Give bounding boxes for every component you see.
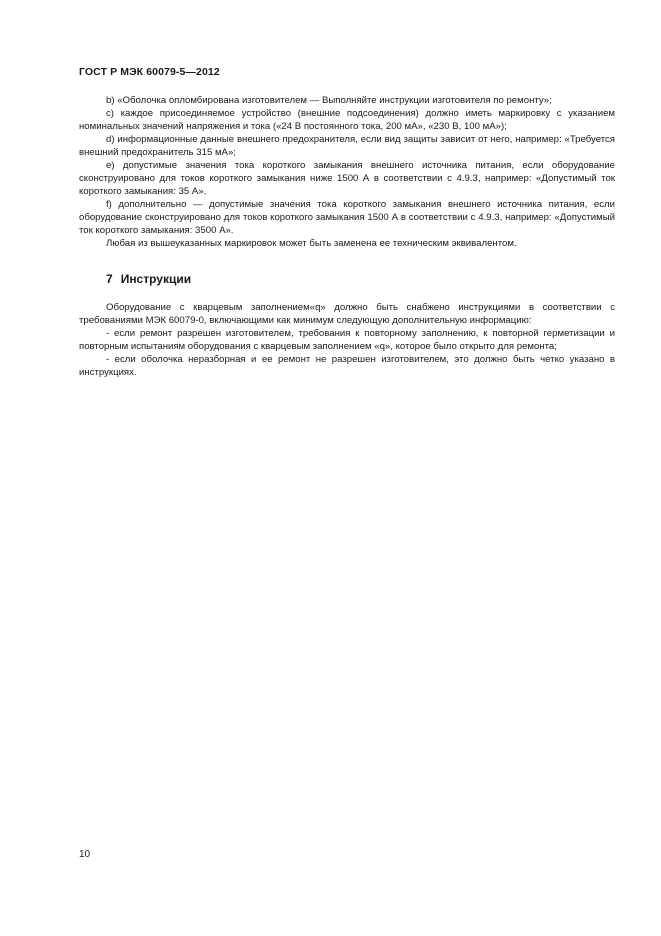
list-item-f: f) дополнительно — допустимые значения тока короткого замыкания внешнего источника питания, если оборудование сконструировано для токов короткого замыкания 1500 А в соответствии с 4.9.3, например: «Допустимый ток короткого замыкания: 3500 А». bbox=[79, 199, 615, 236]
instructions-item-repair-allowed: - если ремонт разрешен изготовителем, требования к повторному заполнению, к повторной герметизации и повторным испытаниям оборудования с кварцевым заполнением «q», которое было открыто для ремонта; bbox=[79, 328, 615, 352]
instructions-text bbox=[79, 301, 615, 379]
document-header: ГОСТ Р МЭК 60079-5—2012 bbox=[79, 66, 220, 78]
equivalent-note: Любая из вышеуказанных маркировок может быть заменена ее техническим эквивалентом. bbox=[106, 238, 517, 249]
section-number: 7 bbox=[106, 272, 113, 286]
instructions-intro: Оборудование с кварцевым заполнением«q» должно быть снабжено инструкциями в соответствии с требованиями МЭК 60079-0, включающими как минимум следующую дополнительную информацию: bbox=[79, 302, 615, 326]
list-item-b: b) «Оболочка оплoмбирована изготовителем — Выполняйте инструкции изготовителя по ремонту»; bbox=[106, 95, 552, 106]
section-title-text: Инструкции bbox=[120, 272, 192, 286]
page-number: 10 bbox=[79, 849, 91, 860]
instructions-item-repair-forbidden: - если оболочка неразборная и ее ремонт не разрешен изготовителем, это должно быть четко указано в инструкциях. bbox=[79, 354, 615, 378]
section-heading bbox=[106, 272, 191, 286]
list-item-d: d) информационные данные внешнего предохранителя, если вид защиты зависит от него, например: «Требуется внешний предохранитель 315 мА»; bbox=[79, 134, 615, 158]
list-item-e: e) допустимые значения тока короткого замыкания внешнего источника питания, если оборудование сконструировано для токов короткого замыкания ниже 1500 А в соответствии с 4.9.3, например: «Допустимый ток короткого замыкания: 35 А». bbox=[79, 160, 615, 197]
list-item-c: c) каждое присоединяемое устройство (внешние подсоединения) должно иметь маркировку с указанием номинальных значений напряжения и тока («24 В постоянного тока, 200 мА», «230 В, 100 мА»); bbox=[79, 108, 615, 132]
marking-list bbox=[79, 94, 615, 250]
